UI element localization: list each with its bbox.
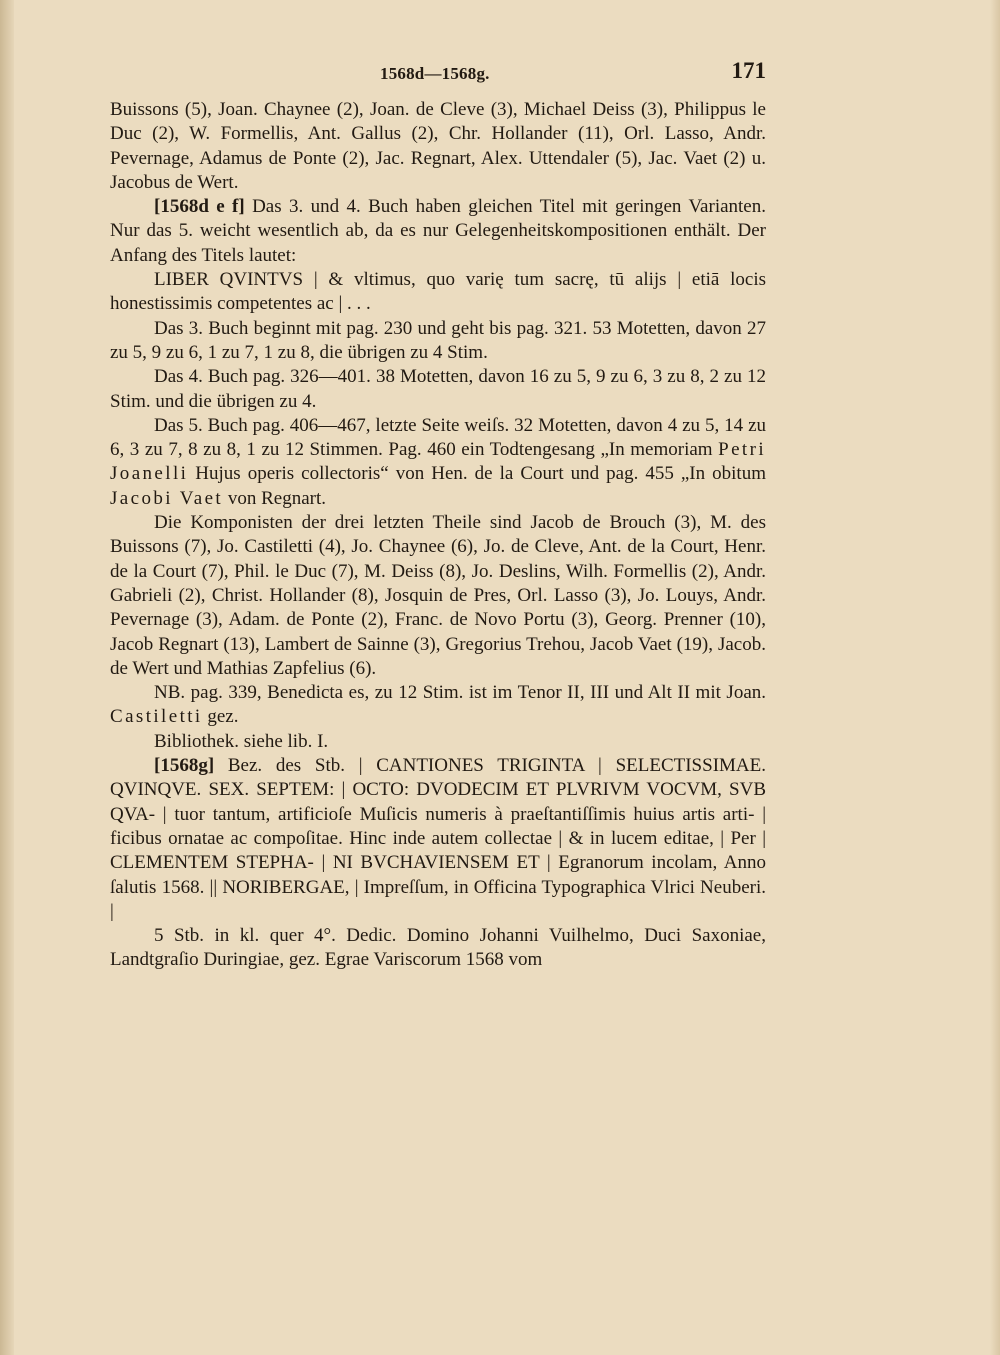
running-head: 1568d—1568g. — [380, 64, 490, 83]
paragraph — [110, 365, 766, 414]
page-edge-left — [0, 0, 14, 1355]
text-run: LIBER QVINTVS | & vltimus, quo varię tum sacrę, tū alijs | etiā locis honestissimis competentes ac | . . . — [110, 269, 766, 315]
paragraph — [110, 98, 766, 195]
text-run: Hujus operis collectoris“ von Hen. de la Court und pag. 455 „In obitum — [188, 463, 766, 485]
text-run: Das 4. Buch pag. 326—401. 38 Motetten, davon 16 zu 5, 9 zu 6, 3 zu 8, 2 zu 12 Stim. und die übrigen zu 4. — [110, 366, 766, 412]
spaced-name: Castiletti — [110, 706, 203, 728]
text-run: von Regnart. — [223, 487, 327, 509]
text-body — [110, 98, 766, 973]
text-run: Buissons (5), Joan. Chaynee (2), Joan. de Cleve (3), Michael Deiss (3), Philippus le Duc (2), W. Formellis, Ant. Gallus (2), Chr. Hollander (11), Orl. Lasso, Andr. Pevernage, Adamus de Ponte (2), Jac. Regnart, Alex. Uttendaler (5), Jac. Vaet (2) u. Jacobus de Wert. — [110, 99, 766, 193]
text-run: Das 3. und 4. Buch haben gleichen Titel mit geringen Varianten. Nur das 5. weicht wesentlich ab, da es nur Gelegenheitskompositionen enthält. Der Anfang des Titels lautet: — [110, 196, 766, 266]
text-run: NB. pag. 339, Benedicta es, zu 12 Stim. ist im Tenor II, III und Alt II mit Joan. — [154, 682, 766, 704]
paragraph — [110, 730, 766, 754]
paragraph — [110, 195, 766, 268]
text-run: Bibliothek. siehe lib. I. — [154, 730, 329, 752]
paragraph — [110, 924, 766, 973]
paragraph — [110, 317, 766, 366]
text-run: Das 5. Buch pag. 406—467, letzte Seite weiſs. 32 Motetten, davon 4 zu 5, 14 zu 6, 3 zu 7, 8 zu 8, 1 zu 12 Stimmen. Pag. 460 ein Todtengesang „In memoriam — [110, 414, 766, 461]
paragraph — [110, 414, 766, 511]
spaced-name: Petri Joanelli — [110, 439, 766, 485]
paragraph — [110, 511, 766, 681]
paragraph — [110, 754, 766, 924]
text-run: gez. — [202, 706, 239, 728]
entry-reference: [1568g] — [154, 755, 215, 777]
paragraph — [110, 681, 766, 730]
page-edge-right — [990, 0, 1000, 1355]
text-run: Bez. des Stb. | CANTIONES TRIGINTA | SELECTISSIMAE. QVINQVE. SEX. SEPTEM: | OCTO: DVODECIM ET PLVRIVM VOCVM, SVB QVA- | tuor tantum, artificioſe Muſicis numeris à praeſtantiſſimis huius artis arti- | ficibus ornatae ac compoſitae. Hinc inde autem collectae | & in lucem editae, | Per | CLEMENTEM STEPHA- | NI BVCHAVIENSEM ET | Egranorum incolam, Anno ſalutis 1568. || NORIBERGAE, | Impreſſum, in Officina Typographica Vlrici Neuberi. | — [110, 755, 766, 922]
page-header — [110, 56, 766, 90]
entry-reference: [1568d e f] — [154, 196, 245, 218]
text-run: Die Komponisten der drei letzten Theile sind Jacob de Brouch (3), M. des Buissons (7), Jo. Castiletti (4), Jo. Chaynee (6), Jo. de Cleve, Ant. de la Court, Henr. de la Court (7), Phil. le Duc (7), M. Deiss (8), Jo. Deslins, Wilh. Formellis (2), Andr. Gabrieli (2), Christ. Hollander (8), Josquin de Pres, Orl. Lasso (3), Jo. Louys, Andr. Pevernage (3), Adam. de Ponte (2), Franc. de Novo Portu (3), Georg. Prenner (10), Jacob Regnart (13), Lambert de Sainne (3), Gregorius Trehou, Jacob Vaet (19), Jacob. de Wert und Mathias Zapfelius (6). — [110, 512, 766, 679]
text-run: 5 Stb. in kl. quer 4°. Dedic. Domino Johanni Vuilhelmo, Duci Saxoniae, Landtgraſio Duringiae, gez. Egrae Variscorum 1568 vom — [110, 925, 766, 971]
paragraph — [110, 268, 766, 317]
spaced-name: Jacobi Vaet — [110, 487, 224, 509]
page-number: 171 — [731, 58, 766, 83]
text-run: Das 3. Buch beginnt mit pag. 230 und geht bis pag. 321. 53 Motetten, davon 27 zu 5, 9 zu 6, 1 zu 7, 1 zu 8, die übrigen zu 4 Stim. — [110, 317, 766, 363]
